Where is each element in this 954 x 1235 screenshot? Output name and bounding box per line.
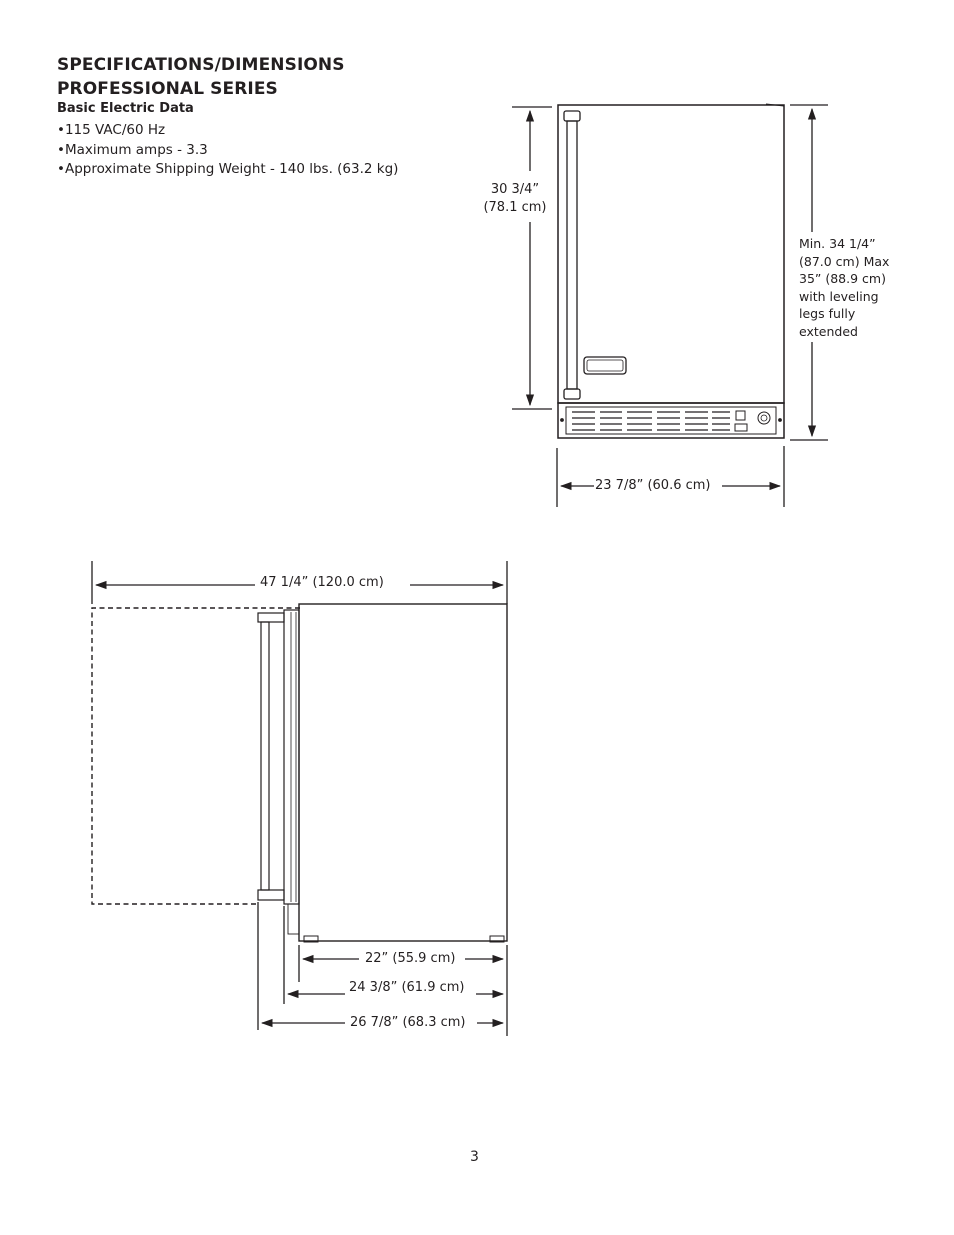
spec-amps: •Maximum amps - 3.3 xyxy=(57,141,208,158)
spec-voltage: •115 VAC/60 Hz xyxy=(57,122,166,138)
cabinet-depth-label: 22” (55.9 cm) xyxy=(365,951,456,966)
title-line-2: PROFESSIONAL SERIES xyxy=(57,79,278,99)
front-width-label: 23 7/8” (60.6 cm) xyxy=(595,478,711,493)
depth-with-handle-label: 26 7/8” (68.3 cm) xyxy=(350,1015,466,1030)
page-number: 3 xyxy=(470,1149,479,1165)
front-height-label: 30 3/4” (78.1 cm) xyxy=(483,182,547,215)
spec-weight: •Approximate Shipping Weight - 140 lbs. (63.2 kg) xyxy=(57,161,399,177)
electric-data-heading: Basic Electric Data xyxy=(57,101,194,116)
front-height-dimension xyxy=(512,107,552,409)
depth-with-door-label: 24 3/8” (61.9 cm) xyxy=(349,980,465,995)
door-open-width-label: 47 1/4” (120.0 cm) xyxy=(260,575,384,590)
total-height-note: Min. 34 1/4” (87.0 cm) Max 35” (88.9 cm) with leveling legs fully extended xyxy=(799,236,890,339)
top-view-drawing xyxy=(92,604,507,942)
title-line-1: SPECIFICATIONS/DIMENSIONS xyxy=(57,55,345,75)
front-view-drawing xyxy=(558,104,784,438)
front-grille-vents xyxy=(572,412,730,430)
